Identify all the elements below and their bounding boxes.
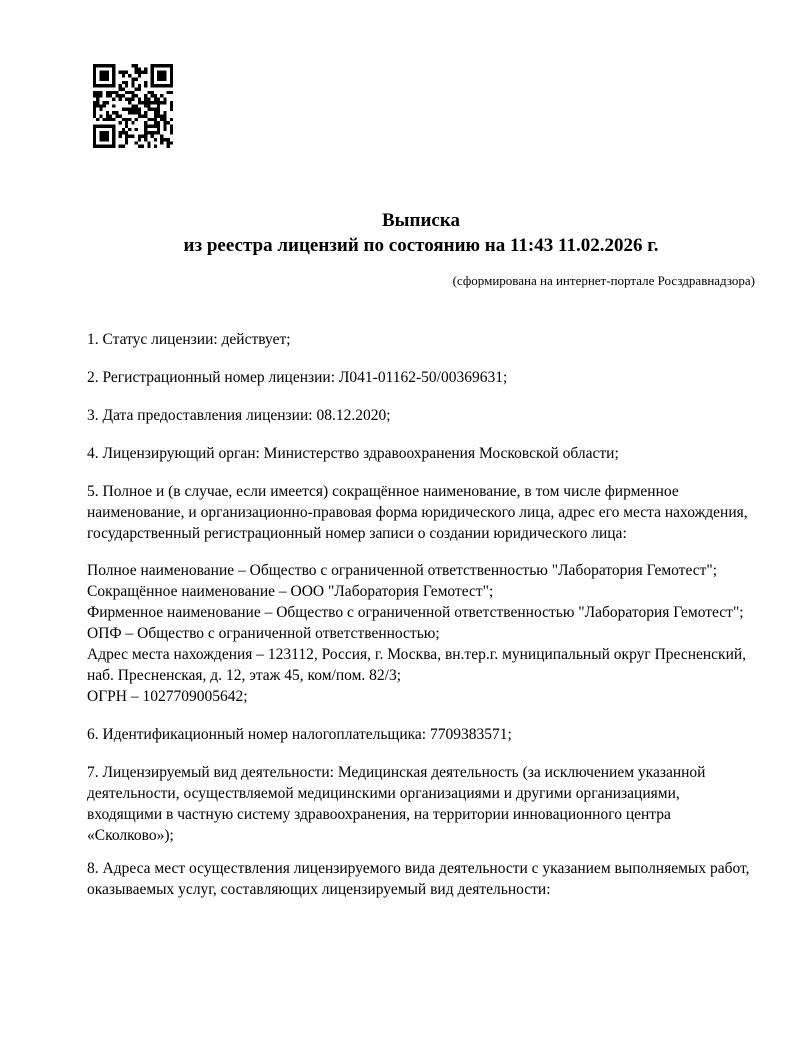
legal-address-line: Адрес места нахождения – 123112, Россия, г. Москва, вн.тер.г. муниципальный округ Пресненский, наб. Пресненская, д. 12, этаж 45, ком/пом. 82/3; [87,646,747,684]
license-status-paragraph: 1. Статус лицензии: действует; [87,331,291,348]
qr-code-icon [93,64,173,148]
licensing-authority-paragraph: 4. Лицензирующий орган: Министерство здравоохранения Московской области; [87,445,619,462]
short-name-line: Сокращённое наименование – ООО "Лаборатория Гемотест"; [87,583,494,600]
activity-addresses-paragraph: 8. Адреса мест осуществления лицензируемого вида деятельности с указанием выполняемых работ, оказываемых услуг, составляющих лицензируемый вид деятельности: [87,860,750,898]
brand-name-line: Фирменное наименование – Общество с ограниченной ответственностью "Лаборатория Гемотест"; [87,604,744,621]
licensed-activity-paragraph: 7. Лицензируемый вид деятельности: Медицинская деятельность (за исключением указанной деятельности, осуществляемой медицинскими организациями и другими организациями, входящими в частную систему здравоохранения, на территории инновационного центра «Сколково»); [87,764,706,844]
taxpayer-inn-paragraph: 6. Идентификационный номер налогоплательщика: 7709383571; [87,726,512,743]
legal-form-line: ОПФ – Общество с ограниченной ответственностью; [87,625,440,642]
registration-number-paragraph: 2. Регистрационный номер лицензии: Л041-01162-50/00369631; [87,369,508,386]
full-name-line: Полное наименование – Общество с ограниченной ответственностью "Лаборатория Гемотест"; [87,562,718,579]
license-grant-date-paragraph: 3. Дата предоставления лицензии: 08.12.2020; [87,407,391,424]
title-line-2: из реестра лицензий по состоянию на 11:43 11.02.2026 г. [183,235,659,256]
ogrn-line: ОГРН – 1027709005642; [87,688,248,705]
document-title [87,208,755,258]
title-line-1: Выписка [382,210,460,231]
entity-naming-intro-paragraph: 5. Полное и (в случае, если имеется) сокращённое наименование, в том числе фирменное наименование, и организационно-правовая форма юридического лица, адрес его места нахождения, государственный регистрационный номер записи о создании юридического лица: [87,483,748,542]
formation-note: (сформирована на интернет-портале Росздравнадзора) [452,273,755,288]
entity-details-block [87,560,755,707]
document-content [87,208,755,900]
